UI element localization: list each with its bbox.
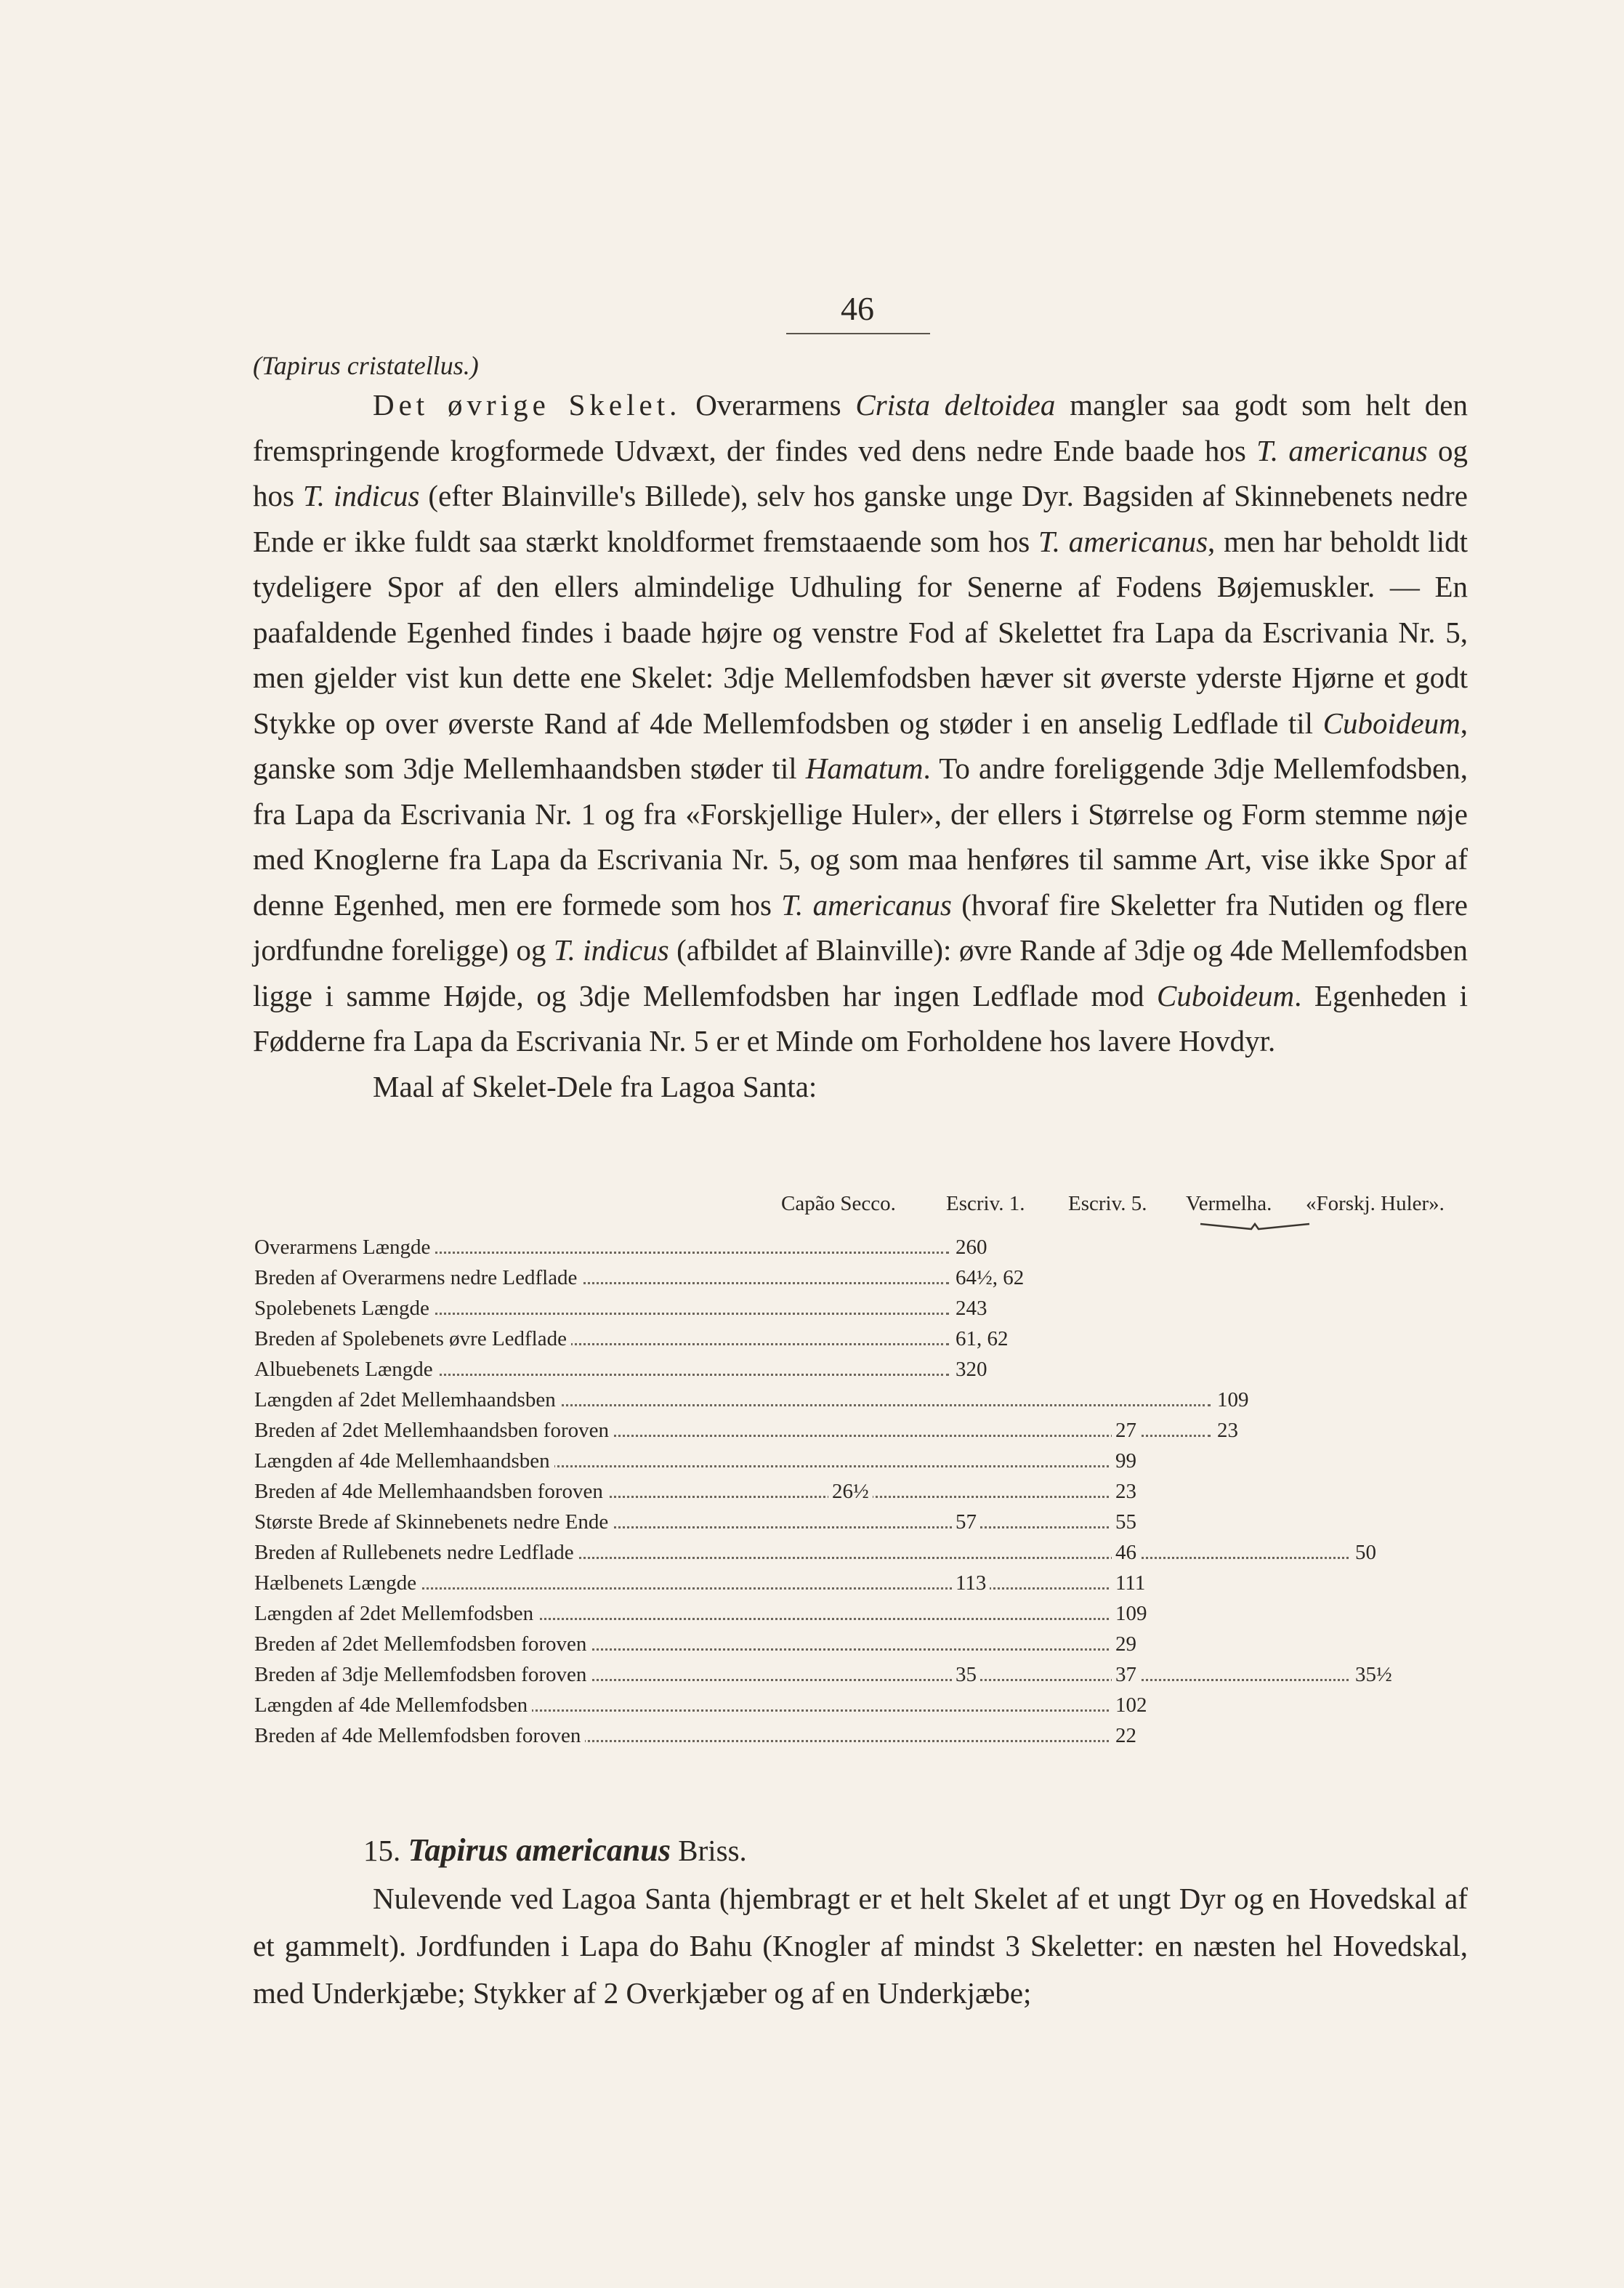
table-row bbox=[254, 1510, 1490, 1542]
paragraph-run: , men har beholdt lidt tydeligere Spor af den ellers almindelige Udhuling for Senerne af Fodens Bøjemuskler. — En paafaldende Egenhed findes i baade højre og venstre Fod af Skelettet fra Lapa da Escrivania Nr. 5, men gjelder vist kun dette ene Skelet: 3dje Mellemfodsben hæver sit øverste yderste Hjørne et godt Stykke op over øverste Rand af 4de Mellemfodsben og støder i en anselig Ledflade til bbox=[253, 524, 1468, 740]
paragraph-skeleton-description bbox=[253, 382, 1468, 1064]
table-cell-value: 26½ bbox=[828, 1480, 873, 1504]
paragraph-run: T. americanus bbox=[1256, 433, 1428, 467]
table-row bbox=[254, 1632, 1490, 1664]
paragraph-run: Cuboideum bbox=[1322, 706, 1461, 740]
paragraph-run: (afbildet af Blainville): øvre Rande af 3dje og 4de Mellemfodsben ligge i samme Højde, og 3dje Mellemfodsben har ingen Ledflade mod bbox=[253, 933, 1468, 1012]
table-row-label: Spolebenets Længde bbox=[254, 1297, 434, 1321]
table-row-label: Albuebenets Længde bbox=[254, 1358, 437, 1382]
paragraph-run: T. americanus bbox=[1038, 524, 1208, 558]
table-cell-value: 50 bbox=[1352, 1541, 1380, 1565]
running-header: (Tapirus cristatellus.) bbox=[253, 351, 479, 380]
table-cell-value: 320 bbox=[952, 1358, 991, 1382]
table-cell-value: 61, 62 bbox=[952, 1327, 1012, 1351]
paragraph-run: T. americanus bbox=[781, 887, 952, 922]
table-row-label: Breden af 3dje Mellemfodsben foroven bbox=[254, 1663, 591, 1687]
table-cell-value: 23 bbox=[1213, 1419, 1242, 1443]
table-intro: Maal af Skelet-Dele fra Lagoa Santa: bbox=[373, 1069, 817, 1103]
table-row bbox=[254, 1724, 1490, 1756]
table-row-label: Overarmens Længde bbox=[254, 1236, 435, 1260]
paragraph-run: T. indicus bbox=[302, 479, 420, 512]
table-row bbox=[254, 1297, 1490, 1329]
paragraph-run: . To andre foreliggende 3dje Mellemfodsben, fra Lapa da Escrivania Nr. 1 og fra «Forskjellige Huler», der ellers i Størrelse og Form stemme nøje med Knoglerne fra Lapa da Escrivania Nr. 5, og som maa henføres til samme Art, vise ikke Spor af denne Egenhed, men ere formede som hos bbox=[253, 752, 1468, 922]
table-cell-value: 109 bbox=[1112, 1602, 1151, 1626]
page-number: 46 bbox=[841, 290, 874, 327]
table-row bbox=[254, 1388, 1490, 1420]
table-cell-value: 64½, 62 bbox=[952, 1266, 1027, 1290]
table-column-header: «Forskj. Huler». bbox=[1306, 1192, 1445, 1215]
section-author: Briss. bbox=[678, 1834, 747, 1867]
table-cell-value: 102 bbox=[1112, 1693, 1151, 1717]
body-text-main bbox=[253, 382, 1468, 1109]
table-cell-value: 55 bbox=[1112, 1510, 1140, 1534]
table-row-label: Længden af 4de Mellemhaandsben bbox=[254, 1449, 554, 1473]
table-row bbox=[254, 1602, 1490, 1634]
table-column-header: Vermelha. bbox=[1186, 1192, 1272, 1215]
table-row-label: Breden af 2det Mellemhaandsben foroven bbox=[254, 1419, 613, 1443]
table-row-label: Breden af 4de Mellemfodsben foroven bbox=[254, 1724, 585, 1748]
body-text-section bbox=[253, 1875, 1468, 2017]
paragraph-run: T. indicus bbox=[553, 933, 669, 967]
table-row-label: Breden af 4de Mellemhaandsben foroven bbox=[254, 1480, 607, 1504]
table-row-label: Længden af 4de Mellemfodsben bbox=[254, 1693, 532, 1717]
table-cell-value: 35½ bbox=[1352, 1663, 1396, 1687]
table-cell-value: 243 bbox=[952, 1297, 991, 1321]
table-row bbox=[254, 1266, 1490, 1298]
section-number: 15. bbox=[363, 1834, 401, 1867]
paragraph-run: . Egenheden i Fødderne fra Lapa da Escrivania Nr. 5 er et Minde om Forholdene hos lavere Hovdyr. bbox=[253, 978, 1468, 1058]
table-column-header: Capão Secco. bbox=[781, 1192, 896, 1215]
table-cell-value: 109 bbox=[1213, 1388, 1253, 1412]
table-row bbox=[254, 1236, 1490, 1268]
table-cell-value: 35 bbox=[952, 1663, 980, 1687]
table-row bbox=[254, 1663, 1490, 1695]
paragraph-run: Hamatum bbox=[805, 752, 924, 785]
page-number-rule bbox=[786, 333, 930, 334]
table-row-label: Længden af 2det Mellemhaandsben bbox=[254, 1388, 560, 1412]
table-row bbox=[254, 1571, 1490, 1603]
table-column-header: Escriv. 1. bbox=[946, 1192, 1025, 1215]
paragraph-run: Overarmens bbox=[681, 388, 856, 422]
paragraph-run: Crista deltoidea bbox=[855, 388, 1056, 422]
table-cell-value: 99 bbox=[1112, 1449, 1140, 1473]
paragraph-run: (hvoraf fire Skeletter fra Nutiden og flere jordfundne foreligge) og bbox=[253, 887, 1468, 967]
paragraph-americanus: Nulevende ved Lagoa Santa (hjembragt er et helt Skelet af et ungt Dyr og en Hovedskal af et gammelt). Jordfunden i Lapa do Bahu (Knogler af mindst 3 Skeletter: en næsten hel Hovedskal, med Underkjæbe; Stykker af 2 Overkjæber og af en Underkjæbe; bbox=[253, 1882, 1468, 2010]
table-cell-value: 111 bbox=[1112, 1571, 1149, 1595]
paragraph-run: Cuboideum bbox=[1157, 978, 1295, 1012]
column-brace bbox=[1199, 1222, 1311, 1231]
table-cell-value: 260 bbox=[952, 1236, 991, 1260]
table-row bbox=[254, 1480, 1490, 1512]
table-row bbox=[254, 1358, 1490, 1390]
table-row-label: Breden af Spolebenets øvre Ledflade bbox=[254, 1327, 571, 1351]
table-row bbox=[254, 1693, 1490, 1725]
paragraph-run: Det øvrige Skelet. bbox=[373, 388, 682, 422]
section-species: Tapirus americanus bbox=[408, 1832, 671, 1868]
table-column-header: Escriv. 5. bbox=[1068, 1192, 1147, 1215]
table-row bbox=[254, 1541, 1490, 1573]
table-row-label: Største Brede af Skinnebenets nedre Ende bbox=[254, 1510, 613, 1534]
paragraph-run: og hos bbox=[253, 433, 1468, 512]
table-row bbox=[254, 1327, 1490, 1359]
table-cell-value: 46 bbox=[1112, 1541, 1140, 1565]
paragraph-run: mangler saa godt som helt den fremspringende krogformede Udvæxt, der findes ved dens nedre Ende baade hos bbox=[253, 388, 1469, 467]
table-row-label: Længden af 2det Mellemfodsben bbox=[254, 1602, 538, 1626]
table-row-label: Breden af Overarmens nedre Ledflade bbox=[254, 1266, 581, 1290]
paragraph-run: , ganske som 3dje Mellemhaandsben støder til bbox=[253, 706, 1468, 785]
table-cell-value: 113 bbox=[952, 1571, 990, 1595]
table-row bbox=[254, 1449, 1490, 1481]
table-cell-value: 57 bbox=[952, 1510, 980, 1534]
table-cell-value: 22 bbox=[1112, 1724, 1140, 1748]
paragraph-run: (efter Blainville's Billede), selv hos ganske unge Dyr. Bagsiden af Skinnebenets nedre Ende er ikke fuldt saa stærkt knoldformet fremstaaende som hos bbox=[253, 479, 1468, 558]
table-cell-value: 37 bbox=[1112, 1663, 1140, 1687]
section-heading bbox=[363, 1832, 747, 1869]
table-cell-value: 23 bbox=[1112, 1480, 1140, 1504]
table-cell-value: 27 bbox=[1112, 1419, 1140, 1443]
table-cell-value: 29 bbox=[1112, 1632, 1140, 1656]
table-row-label: Breden af Rullebenets nedre Ledflade bbox=[254, 1541, 578, 1565]
table-row-label: Breden af 2det Mellemfodsben foroven bbox=[254, 1632, 591, 1656]
table-row-label: Hælbenets Længde bbox=[254, 1571, 421, 1595]
table-row bbox=[254, 1419, 1490, 1451]
